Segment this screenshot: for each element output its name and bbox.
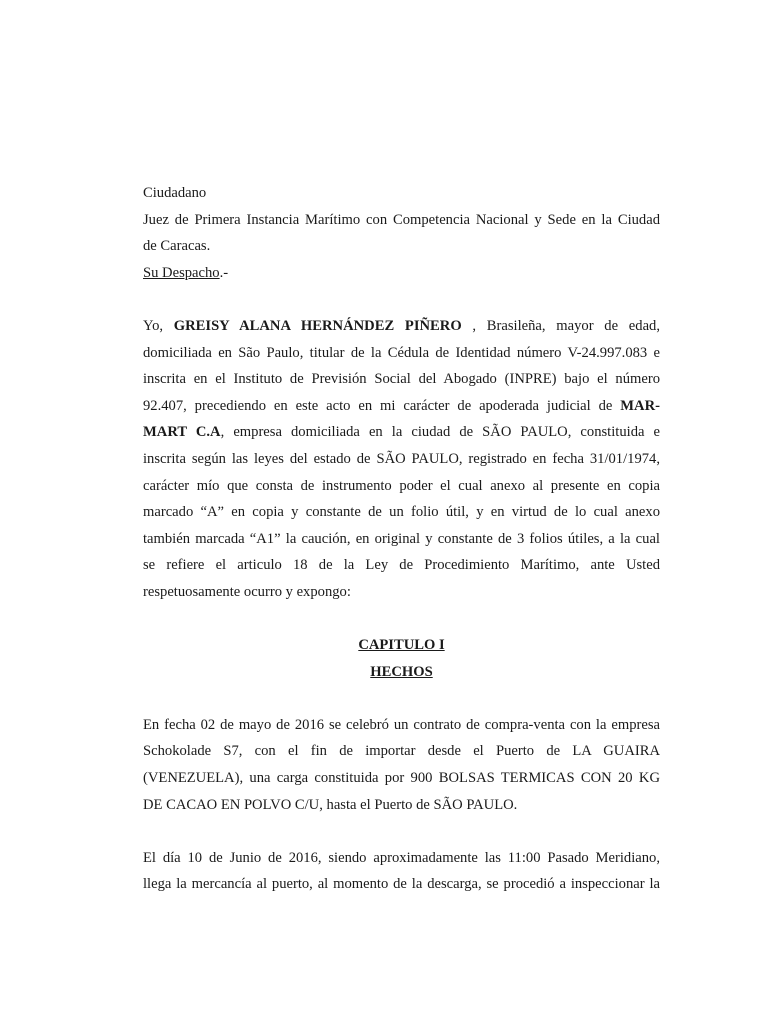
- intro-line-9: también marcada “A1” la caución, en original y constante de 3 folios útiles, a la cual: [143, 530, 660, 547]
- intro-line-10: se refiere el articulo 18 de la Ley de Procedimiento Marítimo, ante Usted: [143, 557, 660, 574]
- para1-line-1: En fecha 02 de mayo de 2016 se celebró un contrato de compra-venta con la empresa: [143, 716, 660, 733]
- author-name: GREISY ALANA HERNÁNDEZ PIÑERO: [173, 317, 462, 334]
- intro-line-5-text: , empresa domiciliada en la ciudad de SÃO PAULO, constituida e: [220, 424, 661, 441]
- intro-line-6: inscrita según las leyes del estado de SÃO PAULO, registrado en fecha 31/01/1974,: [143, 450, 660, 467]
- address-line-3: de Caracas.: [143, 238, 211, 255]
- intro-line-1: [143, 313, 660, 340]
- despacho-text: Su Despacho: [143, 264, 220, 281]
- address-line-2: Juez de Primera Instancia Marítimo con Competencia Nacional y Sede en la Ciudad: [143, 211, 660, 228]
- intro-line-8: marcado “A” en copia y constante de un folio útil, y en virtud de lo cual anexo: [143, 504, 660, 521]
- address-line-1: Ciudadano: [143, 185, 207, 201]
- spacer: [143, 818, 660, 845]
- intro-line-11: respetuosamente ocurro y expongo:: [143, 583, 351, 600]
- intro-line-5: [143, 419, 660, 446]
- intro-line-4-text: 92.407, precediendo en este acto en mi carácter de apoderada judicial de: [143, 397, 621, 414]
- para1-line-3: (VENEZUELA), una carga constituida por 900 BOLSAS TERMICAS CON 20 KG: [143, 770, 660, 787]
- spacer: [143, 286, 660, 313]
- intro-line-4: [143, 393, 660, 420]
- chapter-title: HECHOS: [370, 663, 433, 680]
- intro-line-3: inscrita en el Instituto de Previsión Social del Abogado (INPRE) bajo el número: [143, 371, 660, 388]
- intro-line-2: domiciliada en São Paulo, titular de la Cédula de Identidad número V-24.997.083 e: [143, 344, 660, 361]
- para2-line-1: El día 10 de Junio de 2016, siendo aproximadamente las 11:00 Pasado Meridiano,: [143, 849, 660, 866]
- para1-line-4: DE CACAO EN POLVO C/U, hasta el Puerto de SÃO PAULO.: [143, 796, 518, 813]
- para1-line-2: Schokolade S7, con el fin de importar desde el Puerto de LA GUAIRA: [143, 743, 660, 760]
- intro-line-1-prefix: Yo,: [143, 317, 174, 334]
- intro-line-7: carácter mío que consta de instrumento poder el cual anexo al presente en copia: [143, 477, 660, 494]
- spacer: [143, 685, 660, 712]
- despacho-suffix: .-: [219, 264, 229, 281]
- chapter-number: CAPITULO I: [358, 637, 445, 654]
- company-name-part-2: MART C.A: [143, 424, 221, 441]
- document-page: [143, 180, 660, 898]
- company-name-part-1: MAR-: [620, 397, 660, 414]
- address-despacho: [143, 260, 660, 287]
- intro-line-1-suffix: , Brasileña, mayor de edad,: [461, 317, 661, 334]
- spacer: [143, 606, 660, 633]
- para2-line-2: llega la mercancía al puerto, al momento de la descarga, se procedió a inspeccionar la: [143, 876, 660, 893]
